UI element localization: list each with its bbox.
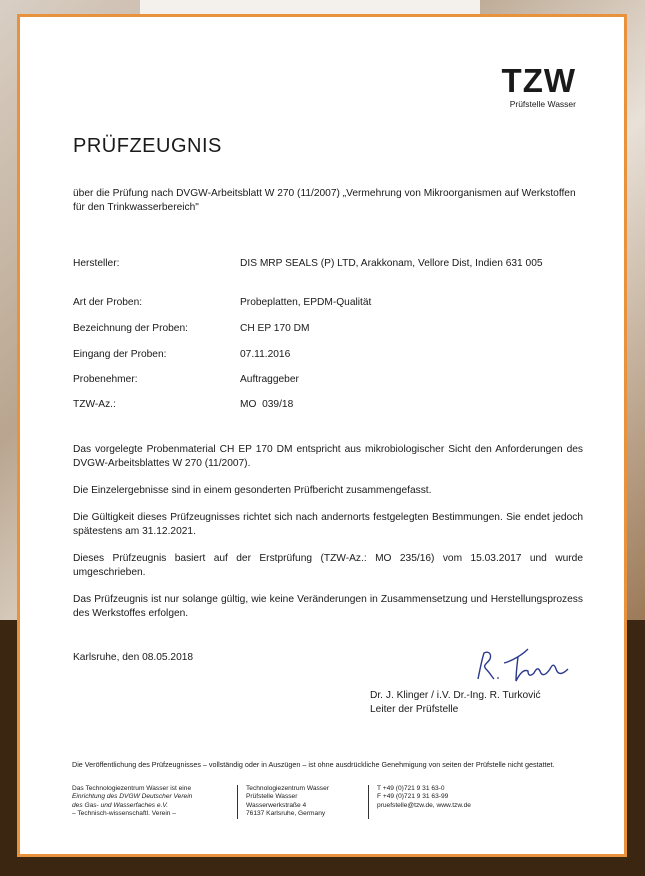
- footer-address-line: Wasserwerkstraße 4: [246, 801, 307, 809]
- field-label-tzw-reference: TZW-Az.:: [73, 399, 116, 410]
- intro-text: über die Prüfung nach DVGW-Arbeitsblatt W 270 (11/2007) „Vermehrung von Mikroorganismen auf Werkstoffen für den Trinkwasserbereich": [73, 188, 576, 213]
- footer-contact: [377, 785, 537, 810]
- document-title: PRÜFZEUGNIS: [73, 135, 222, 157]
- field-label-sample-type: Art der Proben:: [73, 297, 143, 308]
- footer-address-line: 76137 Karlsruhe, Germany: [246, 810, 326, 818]
- place-and-date: Karlsruhe, den 08.05.2018: [73, 652, 194, 663]
- tzw-logo: [501, 62, 576, 109]
- footer-email-web: pruefstelle@tzw.de, www.tzw.de: [377, 801, 471, 809]
- paragraph-conditions: Das Prüfzeugnis ist nur solange gültig, wie keine Veränderungen in Zusammensetzung und Herstellungsprozess des Werkstoffes erfolgen.: [73, 594, 583, 619]
- footer-divider: [368, 785, 369, 819]
- logo-mark: TZW: [501, 62, 576, 99]
- field-value-tzw-reference: MO 039/18: [240, 399, 294, 410]
- footer-organization: [72, 785, 232, 819]
- footer-org-line: – Technisch-wissenschaftl. Verein –: [72, 810, 176, 818]
- field-label-sample-receipt: Eingang der Proben:: [73, 349, 167, 360]
- footer-org-line: Das Technologiezentrum Wasser ist eine: [72, 785, 192, 792]
- field-value-sample-type: Probeplatten, EPDM-Qualität: [240, 297, 372, 308]
- signer-name: Dr. J. Klinger / i.V. Dr.-Ing. R. Turković: [370, 690, 541, 701]
- field-label-manufacturer: Hersteller:: [73, 258, 120, 269]
- handwritten-signature: [470, 639, 580, 685]
- field-label-sampler: Probenehmer:: [73, 374, 138, 385]
- footer-phone: T +49 (0)721 9 31 63-0: [377, 785, 445, 792]
- paragraph-validity: Die Gültigkeit dieses Prüfzeugnisses richtet sich nach andernorts festgelegten Bestimmungen. Sie endet jedoch spätestens am 31.12.2021.: [73, 512, 583, 537]
- field-value-sample-designation: CH EP 170 DM: [240, 323, 310, 334]
- footer-fax: F +49 (0)721 9 31 63-99: [377, 793, 449, 801]
- field-label-sample-designation: Bezeichnung der Proben:: [73, 323, 188, 334]
- field-value-manufacturer: DIS MRP SEALS (P) LTD, Arakkonam, Vellore Dist, Indien 631 005: [240, 258, 543, 269]
- signer-block: [370, 689, 590, 717]
- footer-org-line: Einrichtung des DVGW Deutscher Verein: [72, 793, 193, 801]
- certificate-document: [17, 14, 627, 857]
- signer-role: Leiter der Prüfstelle: [370, 704, 459, 715]
- footer-address: [246, 785, 366, 819]
- footer-address-line: Technologiezentrum Wasser: [246, 785, 329, 792]
- field-value-sampler: Auftraggeber: [240, 374, 299, 385]
- footer-org-line: des Gas- und Wasserfaches e.V.: [72, 801, 169, 809]
- paragraph-basis: Dieses Prüfzeugnis basiert auf der Erstprüfung (TZW-Az.: MO 235/16) vom 15.03.2017 und wurde umgeschrieben.: [73, 553, 583, 578]
- logo-subtitle: Prüfstelle Wasser: [509, 99, 576, 109]
- field-value-sample-receipt: 07.11.2016: [240, 349, 291, 360]
- paragraph-conformity: Das vorgelegte Probenmaterial CH EP 170 DM entspricht aus mikrobiologischer Sicht den Anforderungen des DVGW-Arbeitsblattes W 270 (11/2007).: [73, 444, 583, 469]
- footer-divider: [237, 785, 238, 819]
- footer-address-line: Prüfstelle Wasser: [246, 793, 298, 801]
- paragraph-results: Die Einzelergebnisse sind in einem gesonderten Prüfbericht zusammengefasst.: [73, 485, 432, 496]
- publication-notice: Die Veröffentlichung des Prüfzeugnisses – vollständig oder in Auszügen – ist ohne ausdrückliche Genehmigung von seiten der Prüfstelle nicht gestattet.: [72, 760, 555, 769]
